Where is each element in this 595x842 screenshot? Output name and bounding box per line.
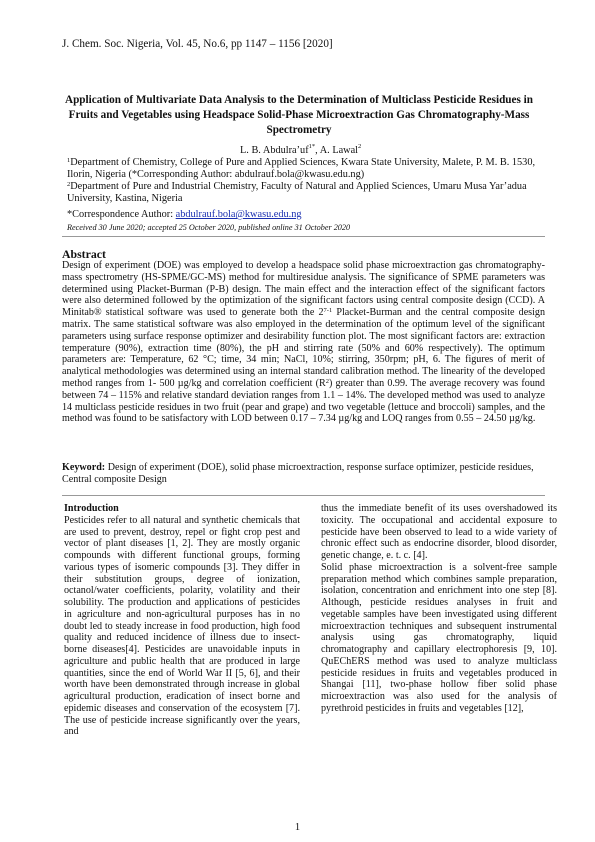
correspondence-email-link[interactable]: abdulrauf.bola@kwasu.edu.ng (175, 209, 302, 220)
author-2-affiliation-mark: 2 (358, 143, 362, 150)
correspondence-label: *Correspondence Author: (67, 209, 176, 220)
affiliation-1-text: Department of Chemistry, College of Pure and Applied Sciences, Kwara State University, Malete, P. M. B. 1530, Ilorin, Nigeria (*Corresponding Author: abdulrauf.bola@kwasu.edu.ng) (67, 157, 536, 180)
journal-header: J. Chem. Soc. Nigeria, Vol. 45, No.6, pp 1147 – 1156 [2020] (62, 38, 333, 50)
introduction-heading: Introduction (64, 503, 119, 514)
affiliation-2-text: Department of Pure and Industrial Chemistry, Faculty of Natural and Applied Sciences, Umaru Musa Yar’adua University, Kastina, Nigeria (67, 181, 527, 204)
divider-bottom (62, 495, 545, 496)
affiliation-2 (67, 181, 547, 205)
author-1-name: L. B. Abdulra’uf (240, 145, 309, 156)
affiliation-1-number: 1 (67, 157, 71, 164)
intro-paragraph-1-continued: thus the immediate benefit of its uses overshadowed its toxicity. The occupational and accidental exposure to pesticide have been observed to lead to a wide variety of chronic effect such as endocrine disorder, blood disorder, genetic change, e. t. c. [4]. (321, 503, 557, 561)
correspondence-line (67, 209, 302, 220)
intro-paragraph-2: Solid phase microextraction is a solvent-free sample preparation method which combines sample preparation, isolation, concentration and enrichment into one step [8]. Although, pesticide residues analyses in fruit and vegetable samples have been investigated using different microextraction techniques and subsequent instrumental analysis using gas chromatography, liquid chromatography and capillary electrophoresis [9, 10]. QuEChERS method was used to analyze multiclass pesticide residues in fruits and vegetables produced in Shangai [11], two-phase hollow fiber solid phase microextraction was also used for the analysis of pyrethroid pesticides in fruits and vegetables [12], (321, 561, 557, 714)
affiliation-1 (67, 157, 547, 181)
author-separator: , (315, 145, 320, 156)
page-number: 1 (294, 822, 301, 833)
keywords (62, 462, 545, 486)
author-list (240, 145, 361, 156)
paper-title: Application of Multivariate Data Analysis to the Determination of Multiclass Pesticide Residues in Fruits and Vegetables using Headspace Solid-Phase Microextraction Gas Chromatography-Mass Spectrometry (65, 94, 533, 136)
intro-left-column (64, 503, 300, 738)
abstract-body (62, 260, 545, 425)
author-2-name: A. Lawal (319, 145, 359, 156)
abstract-text-part-3: ) greater than 0.99. The average recovery was found between 74 – 115% and relative standard deviation ranges from 1.1 – 14%. The developed method was used to analyze 14 multiclass pesticide residues in two fruit (pear and grape) and two vegetable (lettuce and broccoli) samples, and the method was found to be satisfactory with LOD between 0.17 – 7.34 µg/kg and LOQ ranges from 0.55 – 24.50 µg/kg. (62, 377, 545, 425)
abstract-text-part-2: Placket-Burman and the central composite design matrix. The same statistical software was also employed in the determination of the optimum level of the significant parameters using surface response optimizer and desirability function plot. The most significant factors are: extraction temperature (90%), extraction time (80%), the pH and stirring rate (50% and 60% respectively). The optimum parameters are: Temperature, 62 °C; time, 34 min; NaCl, 10%; stirring, 350rpm; pH, 6. The figures of merit of analytical methodologies was determined using an internal standard calibration method. The linearity of the developed method ranges from 1- 500 µg/kg and correlation coefficient (R (62, 307, 545, 389)
keywords-label: Keyword: (62, 462, 106, 473)
intro-right-column (321, 503, 557, 715)
affiliation-2-number: 2 (67, 181, 71, 188)
keywords-text: Design of experiment (DOE), solid phase microextraction, response surface optimizer, pesticide residues, Central composite Design (62, 462, 534, 485)
author-1-affiliation-mark: 1* (308, 143, 316, 150)
intro-paragraph-1: Pesticides refer to all natural and synthetic chemicals that are used to prevent, destroy, repel or fight crop pest and vector of plant diseases [1, 2]. They are mostly organic compounds with different functional groups, forming various types of isomeric compounds [3]. They differ in their substitution groups, degree of ionization, octanol/water coefficients, polarity, volatility and their solubility. The production and applications of pesticides in agriculture and non-agricultural purposes has in no doubt led to steady increase in food production, high food quality and reduced incidence of illness due to insect-borne diseases[4]. Pesticides are unavoidable inputs in agriculture and public health that are produced in large quantities, since the end of World War II [5, 6], and their worth have been demonstrated through increase in global agricultural production, eradication of insect borne and epidemic diseases and conservation of the ecosystem [7]. The use of pesticide increase significantly over the years, and (64, 514, 300, 738)
design-exponent: 7-1 (323, 307, 333, 315)
r-squared-exponent: 2 (325, 377, 329, 385)
divider-top (62, 236, 545, 237)
abstract-heading: Abstract (62, 247, 106, 261)
received-dates: Received 30 June 2020; accepted 25 October 2020, published online 31 October 2020 (67, 223, 351, 232)
abstract-text-part-1: Design of experiment (DOE) was employed to develop a headspace solid phase microextraction gas chromatography-mass spectrometry (HS-SPME/GC-MS) method for multiresidue analysis. The significance of SPME parameters was determined using Placket-Burman (P-B) design. The main effect and the interaction effect of the significant factors were also determined followed by the optimization of the significant factors using central composite design (CCD). A Minitab® statistical software was used to generate both the 2 (62, 260, 545, 319)
